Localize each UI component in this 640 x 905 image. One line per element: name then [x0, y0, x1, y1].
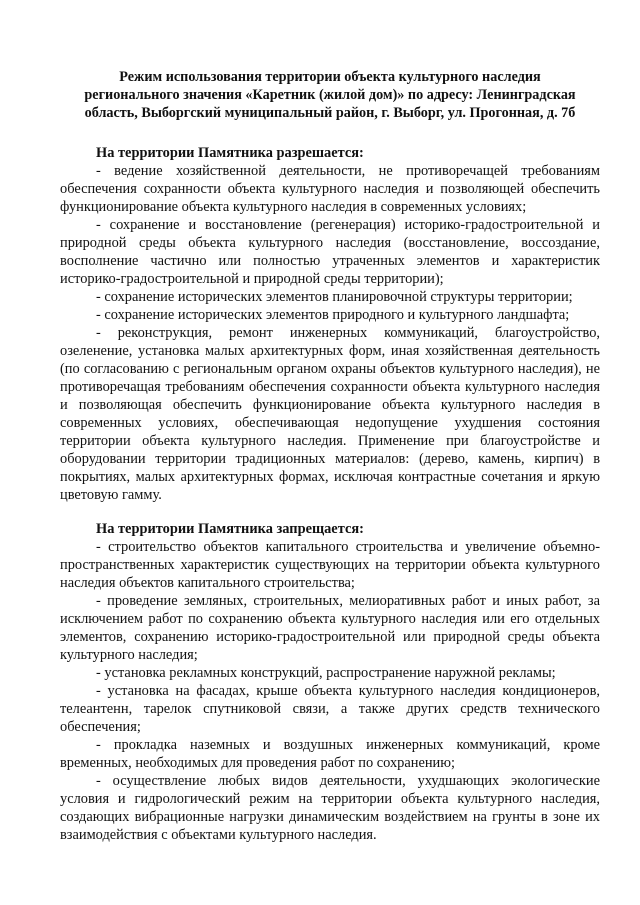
prohibited-item: - установка рекламных конструкций, распространение наружной рекламы;: [96, 665, 556, 681]
prohibited-item: - установка на фасадах, крыше объекта культурного наследия кондиционеров, телеантенн, тарелок спутниковой связи, а также других средств технического обеспечения;: [60, 683, 600, 735]
title-line-1: Режим использования территории объекта культурного наследия: [119, 69, 541, 85]
title-line-3: область, Выборгский муниципальный район, г. Выборг, ул. Прогонная, д. 7б: [84, 105, 576, 121]
title-line-2: регионального значения «Каретник (жилой дом)» по адресу: Ленинградская: [84, 87, 576, 103]
prohibited-item: - осуществление любых видов деятельности, ухудшающих экологические условия и гидрологический режим на территории объекта культурного наследия, создающих вибрационные нагрузки динамическим воздействием на грунты в зоне их взаимодействия с объектами культурного наследия.: [60, 773, 600, 843]
prohibited-section: [60, 520, 600, 844]
allowed-item: - сохранение и восстановление (регенерация) историко-градостроительной и природной среды объекта культурного наследия (восстановление, воссоздание, восполнение частично или полностью утраченных элементов и характеристик историко-градостроительной и природной среды территории);: [60, 217, 600, 287]
document-title: [60, 68, 600, 122]
prohibited-item: - проведение земляных, строительных, мелиоративных работ и иных работ, за исключением работ по сохранению объекта культурного наследия или его отдельных элементов, сохранению историко-градостроительной или природной среды объекта культурного наследия;: [60, 593, 600, 663]
allowed-item: - сохранение исторических элементов природного и культурного ландшафта;: [96, 307, 570, 323]
prohibited-heading: На территории Памятника запрещается:: [96, 521, 364, 537]
allowed-item: - ведение хозяйственной деятельности, не противоречащей требованиям обеспечения сохранности объекта культурного наследия и позволяющей обеспечить функционирование объекта культурного наследия в современных условиях;: [60, 163, 600, 215]
prohibited-item: - строительство объектов капитального строительства и увеличение объемно-пространственных характеристик существующих на территории объекта культурного наследия объектов капитального строительства;: [60, 539, 600, 591]
allowed-section: [60, 144, 600, 504]
allowed-item: - сохранение исторических элементов планировочной структуры территории;: [96, 289, 573, 305]
allowed-item: - реконструкция, ремонт инженерных коммуникаций, благоустройство, озеленение, установка малых архитектурных форм, иная хозяйственная деятельность (по согласованию с региональным органом охраны объектов культурного наследия), не противоречащая требованиям обеспечения сохранности объекта культурного наследия и позволяющая обеспечить функционирование объекта культурного наследия в современных условиях, обеспечивающая недопущение ухудшения состояния территории объекта культурного наследия. Применение при благоустройстве и оборудовании территории традиционных материалов: (дерево, камень, кирпич) в покрытиях, малых архитектурных формах, исключая контрастные сочетания и яркую цветовую гамму.: [60, 325, 600, 503]
allowed-heading: На территории Памятника разрешается:: [96, 145, 364, 161]
prohibited-item: - прокладка наземных и воздушных инженерных коммуникаций, кроме временных, необходимых для проведения работ по сохранению;: [60, 737, 600, 771]
